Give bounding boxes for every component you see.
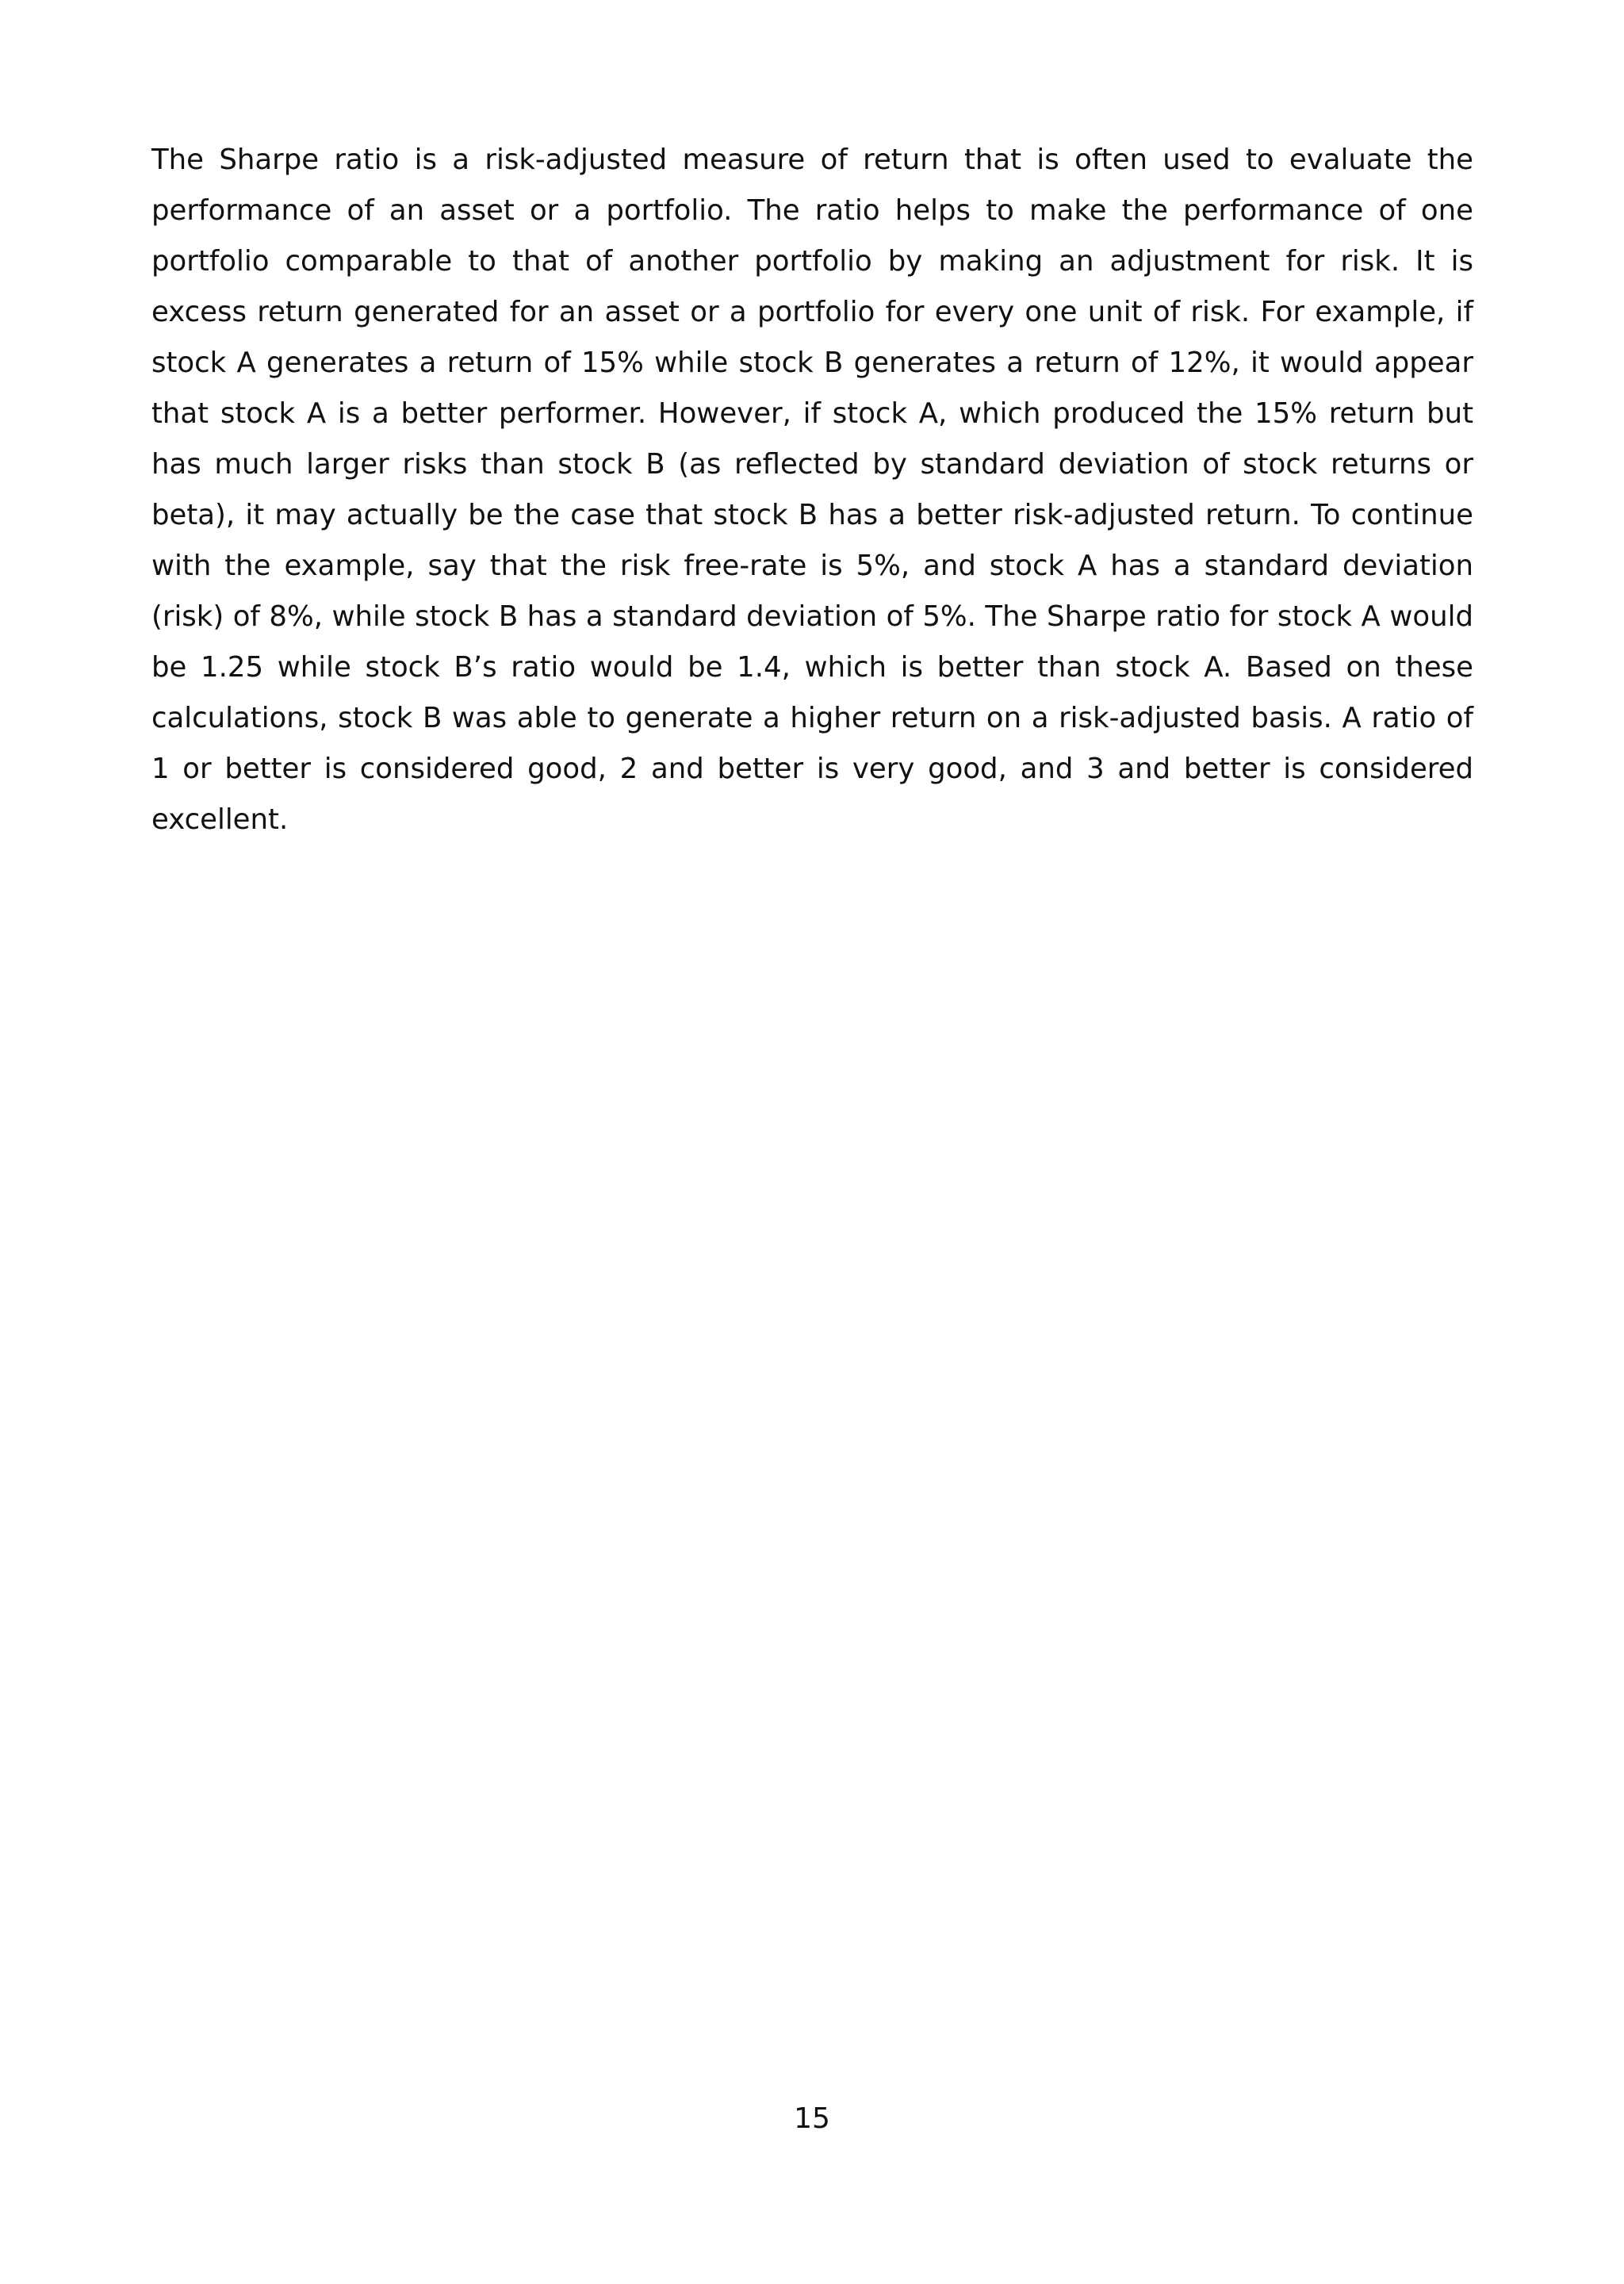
page-number: 15 xyxy=(794,2102,830,2135)
body-paragraph: The Sharpe ratio is a risk-adjusted measure of return that is often used to evaluate the performance of an asset or a portfolio. The ratio helps to make the performance of one portfolio comparable to that of another portfolio by making an adjustment for risk. It is excess return generated for an asset or a portfolio for every one unit of risk. For example, if stock A generates a return of 15% while stock B generates a return of 12%, it would appear that stock A is a better performer. However, if stock A, which produced the 15% return but has much larger risks than stock B (as reflected by standard deviation of stock returns or beta), it may actually be the case that stock B has a better risk-adjusted return. To continue with the example, say that the risk free-rate is 5%, and stock A has a standard deviation (risk) of 8%, while stock B has a standard deviation of 5%. The Sharpe ratio for stock A would be 1.25 while stock B’s ratio would be 1.4, which is better than stock A. Based on these calculations, stock B was able to generate a higher return on a risk-adjusted basis. A ratio of 1 or better is considered good, 2 and better is very good, and 3 and better is considered excellent. xyxy=(151,144,1473,836)
